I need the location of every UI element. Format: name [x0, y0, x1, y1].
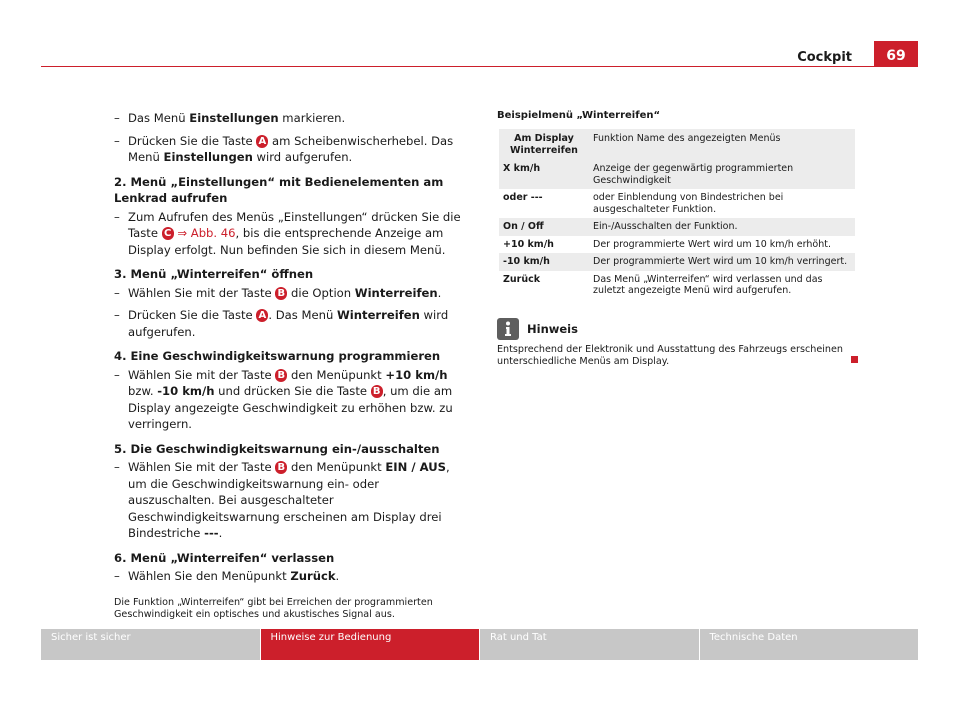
- step-item: – Zum Aufrufen des Menüs „Einstellungen“ drücken Sie die Taste C ⇒ Abb. 46, bis die entsprechende Anzeige am Display erfolgt. Nun befinden Sie sich in diesem Menü.: [114, 209, 461, 257]
- button-a-icon: A: [256, 309, 268, 322]
- tab-hinweise-zur-bedienung[interactable]: Hinweise zur Bedienung: [261, 629, 480, 660]
- header-rule: [41, 66, 918, 67]
- table-cell-key: On / Off: [499, 218, 589, 236]
- table-cell-desc: Anzeige der gegenwärtig programmierten Geschwindigkeit: [589, 160, 855, 189]
- section-heading: 6. Menü „Winterreifen“ verlassen: [114, 550, 335, 565]
- column-header: Funktion Name des angezeigten Menüs: [589, 129, 855, 160]
- section-heading: 5. Die Geschwindigkeitswarnung ein-/ausschalten: [114, 441, 440, 456]
- button-b-icon: B: [275, 287, 287, 300]
- step-item: – Wählen Sie den Menüpunkt Zurück.: [114, 569, 340, 583]
- function-note: Die Funktion „Winterreifen“ gibt bei Erreichen der programmierten Geschwindigkeit ein optisches und akustisches Signal aus.: [114, 596, 433, 620]
- button-b-icon: B: [275, 369, 287, 382]
- instructions-column: [114, 110, 464, 621]
- example-title: Beispielmenü „Winterreifen“: [497, 110, 661, 121]
- step-item: – Das Menü Einstellungen markieren.: [114, 111, 346, 125]
- step-item: – Wählen Sie mit der Taste B die Option Winterreifen.: [114, 285, 442, 300]
- table-row: [499, 218, 855, 236]
- table-cell-desc: Der programmierte Wert wird um 10 km/h erhöht.: [593, 238, 831, 250]
- table-cell-key: X km/h: [499, 160, 589, 189]
- button-c-icon: C: [162, 227, 174, 240]
- button-a-icon: A: [256, 135, 268, 148]
- step-item: – Wählen Sie mit der Taste B den Menüpunkt +10 km/h bzw. -10 km/h und drücken Sie die Taste B , um die am Display angezeigte Geschwindigkeit zu erhöhen bzw. zu verringern.: [114, 367, 453, 431]
- button-b-icon: B: [275, 461, 287, 474]
- tab-rat-und-tat[interactable]: Rat und Tat: [480, 629, 699, 660]
- table-cell-desc: Ein-/Ausschalten der Funktion.: [589, 218, 855, 236]
- table-cell-key: Zurück: [503, 273, 541, 285]
- table-cell-desc: Der programmierte Wert wird um 10 km/h verringert.: [589, 253, 855, 271]
- button-b-icon: B: [371, 385, 383, 398]
- step-item: – Drücken Sie die Taste A . Das Menü Winterreifen wird aufgerufen.: [114, 308, 449, 339]
- menu-table: [499, 129, 855, 300]
- tab-sicher-ist-sicher[interactable]: Sicher ist sicher: [41, 629, 260, 660]
- table-cell-desc: Das Menü „Winterreifen“ wird verlassen und das zuletzt angezeigte Menü wird aufgerufen.: [593, 273, 823, 296]
- section-heading: 3. Menü „Winterreifen“ öffnen: [114, 267, 314, 281]
- table-row: [499, 189, 855, 218]
- section-title: Cockpit: [797, 50, 852, 65]
- step-item: – Drücken Sie die Taste A am Scheibenwischerhebel. Das Menü Einstellungen wird aufgerufen.: [114, 133, 454, 164]
- table-row: [499, 253, 855, 271]
- hint-box: [497, 318, 857, 368]
- info-icon: [497, 318, 519, 340]
- table-cell-desc: oder Einblendung von Bindestrichen bei ausgeschalteter Funktion.: [593, 192, 784, 215]
- table-header-row: [499, 129, 855, 160]
- step-item: – Wählen Sie mit der Taste B den Menüpunkt EIN / AUS, um die Geschwindigkeitswarnung ein- oder auszuschalten. Bei ausgeschalteter Geschwindigkeitswarnung erscheinen am Display drei Bindestriche ---.: [114, 460, 450, 540]
- section-end-marker: [851, 356, 858, 363]
- table-cell-key: -10 km/h: [499, 253, 589, 271]
- chapter-nav: [41, 629, 918, 660]
- column-header: Am Display Winterreifen: [499, 129, 589, 160]
- tab-technische-daten[interactable]: Technische Daten: [700, 629, 919, 660]
- table-row: [499, 271, 855, 300]
- section-heading: 2. Menü „Einstellungen“ mit Bedienelementen am Lenkrad aufrufen: [114, 174, 444, 205]
- table-row: [499, 236, 855, 254]
- table-cell-key: +10 km/h: [503, 238, 554, 250]
- example-column: [497, 110, 857, 368]
- hint-text: Entsprechend der Elektronik und Ausstattung des Fahrzeugs erscheinen unterschiedliche Menüs am Display.: [497, 343, 843, 367]
- table-cell-key: oder ---: [503, 192, 543, 203]
- hint-label: Hinweis: [527, 321, 578, 336]
- table-row: [499, 160, 855, 189]
- page-number: 69: [874, 41, 918, 67]
- section-heading: 4. Eine Geschwindigkeitswarnung programmieren: [114, 349, 441, 363]
- figure-link[interactable]: ⇒ Abb. 46: [173, 226, 236, 240]
